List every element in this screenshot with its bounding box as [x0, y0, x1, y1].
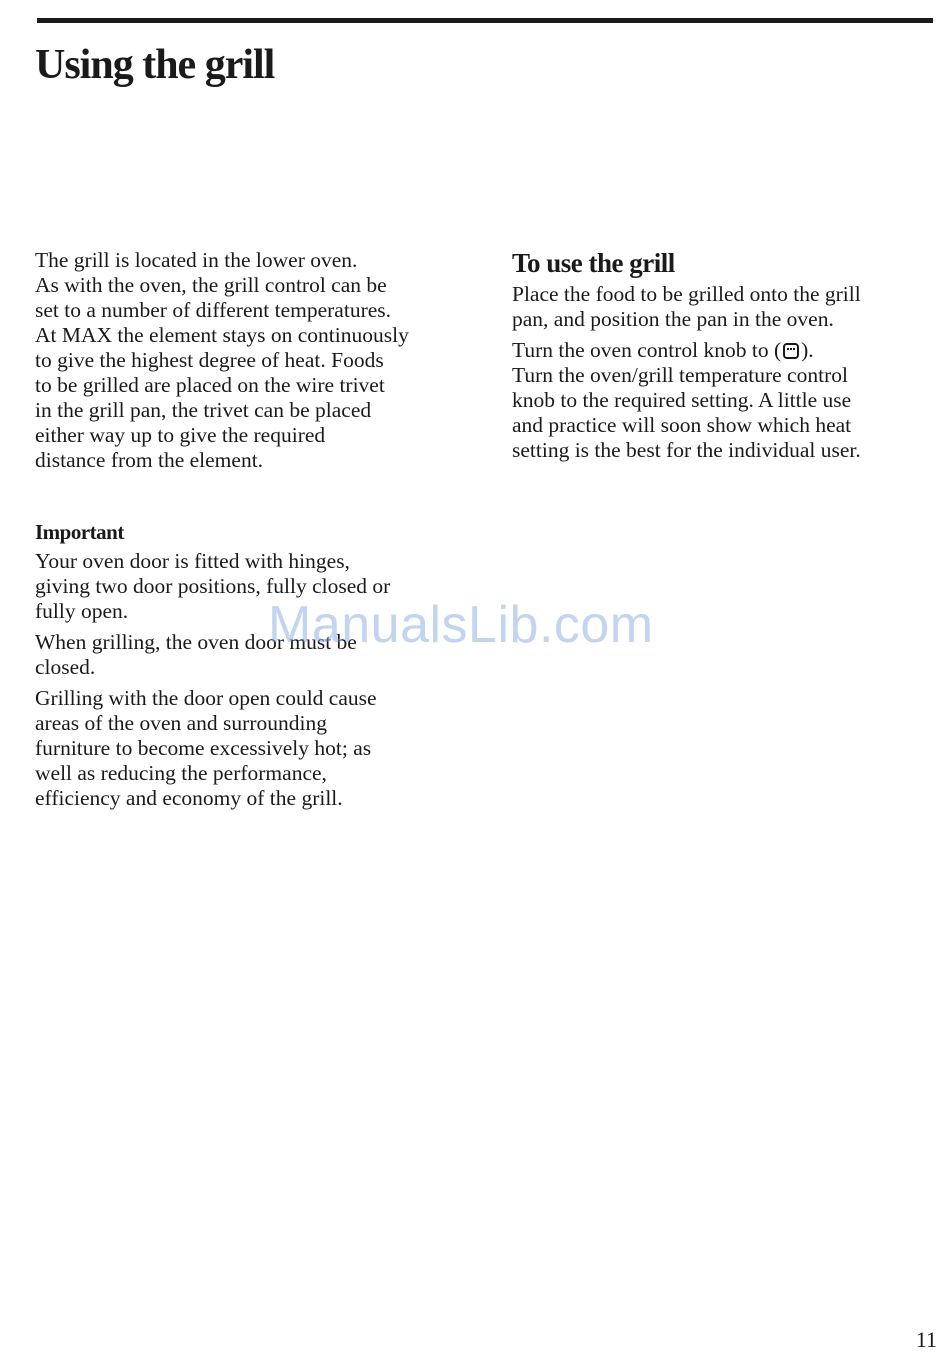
page-number: 11	[915, 1327, 937, 1352]
intro-section	[35, 248, 485, 473]
important-heading: Important	[35, 520, 124, 544]
use-grill-section	[512, 248, 942, 463]
knob-instruction-end: ).	[801, 338, 814, 362]
knob-instruction-start: Turn the oven control knob to (	[512, 338, 782, 362]
temperature-instruction: Turn the oven/grill temperature control knob to the required setting. A little use and practice will soon show which heat setting is the best for the individual user.	[512, 363, 861, 462]
use-grill-heading: To use the grill	[512, 248, 675, 278]
important-section	[35, 520, 485, 811]
page-title: Using the grill	[35, 42, 275, 88]
important-paragraph-2: When grilling, the oven door must be closed.	[35, 630, 357, 679]
top-rule	[37, 18, 933, 23]
use-grill-paragraph-1: Place the food to be grilled onto the grill pan, and position the pan in the oven.	[512, 282, 861, 331]
important-paragraph-3: Grilling with the door open could cause areas of the oven and surrounding furniture to become excessively hot; as well as reducing the performance, efficiency and economy of the grill.	[35, 686, 377, 810]
watermark: ManualsLib.com	[268, 596, 654, 654]
grill-symbol-icon	[783, 343, 799, 359]
use-grill-paragraph-2	[512, 338, 942, 463]
intro-paragraph: The grill is located in the lower oven. As with the oven, the grill control can be set to a number of different temperatures. At MAX the element stays on continuously to give the highest degree of heat. Foods to be grilled are placed on the wire trivet in the grill pan, the trivet can be placed either way up to give the required distance from the element.	[35, 248, 409, 472]
important-paragraph-1: Your oven door is fitted with hinges, giving two door positions, fully closed or fully open.	[35, 549, 391, 623]
